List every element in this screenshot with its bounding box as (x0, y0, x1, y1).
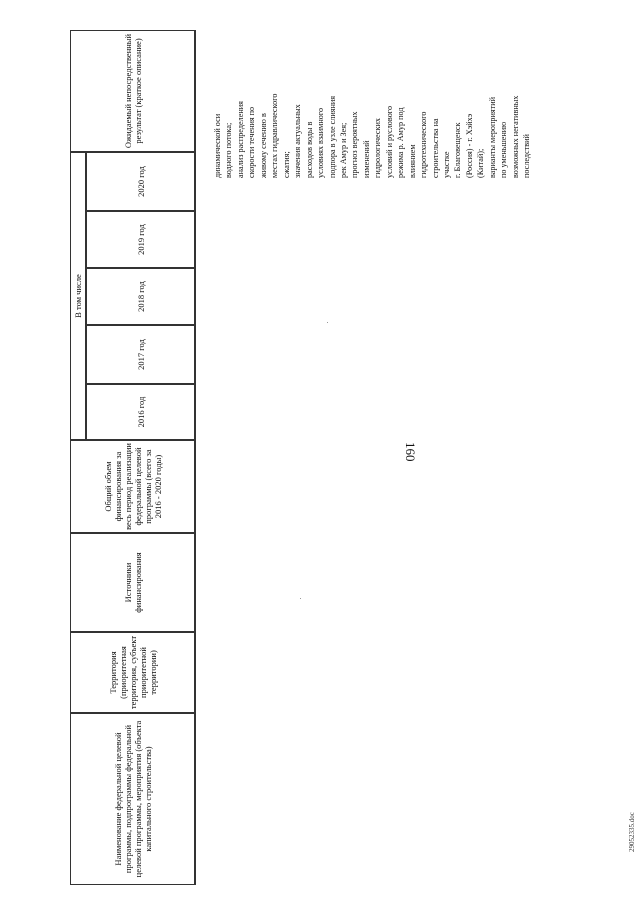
result-line: скорости течения по (247, 106, 257, 178)
header-year-2016: 2016 год (86, 384, 195, 440)
result-line: живому сечению в (258, 113, 268, 178)
result-line: рек Амур и Зея; (338, 122, 348, 178)
header-year-2017: 2017 год (86, 325, 195, 384)
result-line: (Россия) - г. Хэйхэ (464, 113, 474, 178)
result-line: строительства на (430, 118, 440, 178)
result-line: условиях взаимного (316, 107, 326, 178)
result-line: режима р. Амур под (396, 107, 406, 178)
result-line: сжатия; (281, 151, 291, 178)
result-line: последствий (522, 134, 532, 178)
result-line: г. Благовещенск (453, 122, 463, 178)
result-line: анализ распределения (235, 101, 245, 178)
header-year-2020: 2020 год (86, 152, 195, 211)
result-line: водного потока; (224, 122, 234, 178)
result-line: местах гидравлического (270, 93, 280, 178)
header-territory: Территория (приоритетная территория, субъект приоритетной территории) (70, 632, 195, 713)
result-line: возможных негативных (510, 95, 520, 178)
footer-document-id: 29052335.doc (628, 812, 636, 852)
result-line: условий и руслового (384, 105, 394, 178)
header-including: В том числе (70, 152, 86, 440)
header-name: Наименование федеральной целевой программы, подпрограммы федеральной целевой программы, мероприятия (объекта капитального строительства) (70, 713, 195, 885)
header-sources: Источники финансирования (70, 533, 195, 632)
header-year-2018: 2018 год (86, 268, 195, 325)
result-line: варианты мероприятий (487, 97, 497, 178)
result-line: влиянием (407, 144, 417, 178)
result-line: подпора в узле слияния (327, 95, 337, 178)
result-line: по уменьшению (499, 121, 509, 178)
result-line: гидрологических (373, 118, 383, 178)
result-line: (Китай); (476, 148, 486, 178)
header-result: Ожидаемый непосредственный результат (краткое описание) (70, 30, 195, 152)
result-line: значения актуальных (293, 104, 303, 178)
financing-table (70, 30, 195, 885)
result-line: динамической оси (213, 113, 222, 178)
header-total: Общий объем финансирования за весь период реализации федеральной целевой программы (всего за 2016 - 2020 годы) (70, 440, 195, 533)
result-line: расходов воды в (304, 121, 314, 178)
result-line: гидротехнического (419, 111, 429, 178)
page-number: 160 (403, 442, 418, 462)
result-line: прогноз вероятных (350, 111, 360, 178)
header-year-2019: 2019 год (86, 211, 195, 268)
result-line: изменений (361, 140, 371, 178)
result-line: участке (442, 151, 451, 178)
